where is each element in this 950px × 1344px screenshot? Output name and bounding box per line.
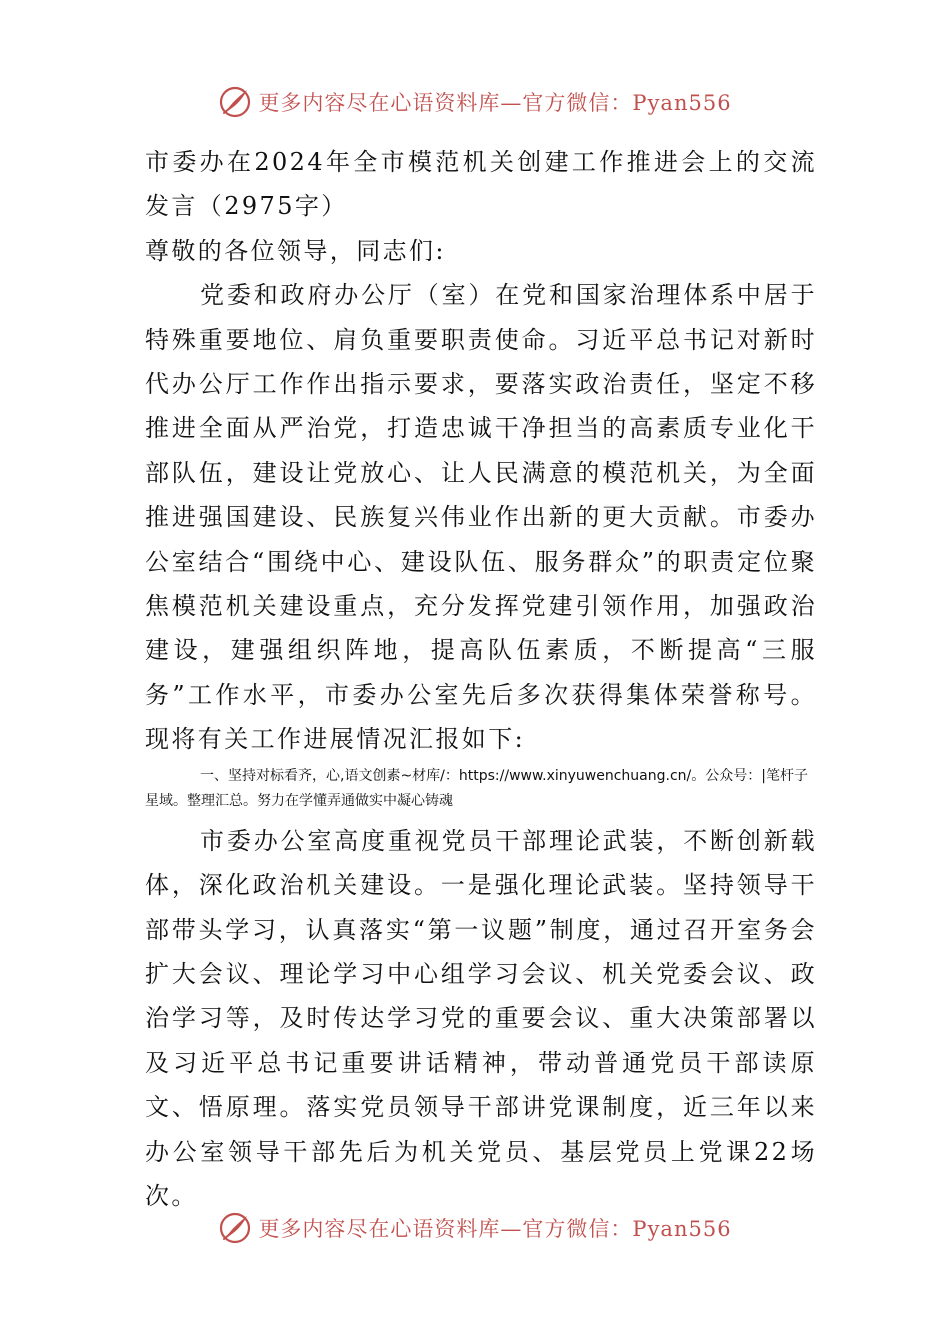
quill-pen-logo-icon xyxy=(218,1211,252,1245)
paragraph-theory: 市委办公室高度重视党员干部理论武装，不断创新载体，深化政治机关建设。一是强化理论武装。坚持领导干部带头学习，认真落实“第一议题”制度，通过召开室务会扩大会议、理论学习中心组学习会议、机关党委会议、政治学习等，及时传达学习党的重要会议、重大决策部署以及习近平总书记重要讲话精神，带动普通党员干部读原文、悟原理。落实党员领导干部讲党课制度，近三年以来办公室领导干部先后为机关党员、基层党员上党课22场次。 xyxy=(145,826,817,1210)
section-heading: 一、坚持对标看齐，心,语文创素~材库/：https://www.xinyuwenchuang.cn/。公众号：|笔杆子星域。整理汇总。努力在学懂弄通做实中凝心铸魂 xyxy=(145,767,808,809)
watermark-banner-top xyxy=(0,80,950,124)
document-body xyxy=(145,140,817,1218)
paragraph-intro: 党委和政府办公厅（室）在党和国家治理体系中居于特殊重要地位、肩负重要职责使命。习近平总书记对新时代办公厅工作作出指示要求，要落实政治责任，坚定不移推进全面从严治党，打造忠诚干净担当的高素质专业化干部队伍，建设让党放心、让人民满意的模范机关，为全面推进强国建设、民族复兴伟业作出新的更大贡献。市委办公室结合“围绕中心、建设队伍、服务群众”的职责定位聚焦模范机关建设重点，充分发挥党建引领作用，加强政治建设，建强组织阵地，提高队伍素质，不断提高“三服务”工作水平，市委办公室先后多次获得集体荣誉称号。现将有关工作进展情况汇报如下: xyxy=(145,281,817,754)
watermark-text: 更多内容尽在心语资料库—官方微信：Pyan556 xyxy=(258,1217,732,1241)
watermark-banner-bottom xyxy=(0,1206,950,1250)
quill-pen-logo-icon xyxy=(218,85,252,119)
greeting: 尊敬的各位领导，同志们: xyxy=(145,236,446,265)
watermark-text: 更多内容尽在心语资料库—官方微信：Pyan556 xyxy=(258,91,732,115)
document-title: 市委办在2024年全市模范机关创建工作推进会上的交流发言（2975字） xyxy=(145,148,817,221)
